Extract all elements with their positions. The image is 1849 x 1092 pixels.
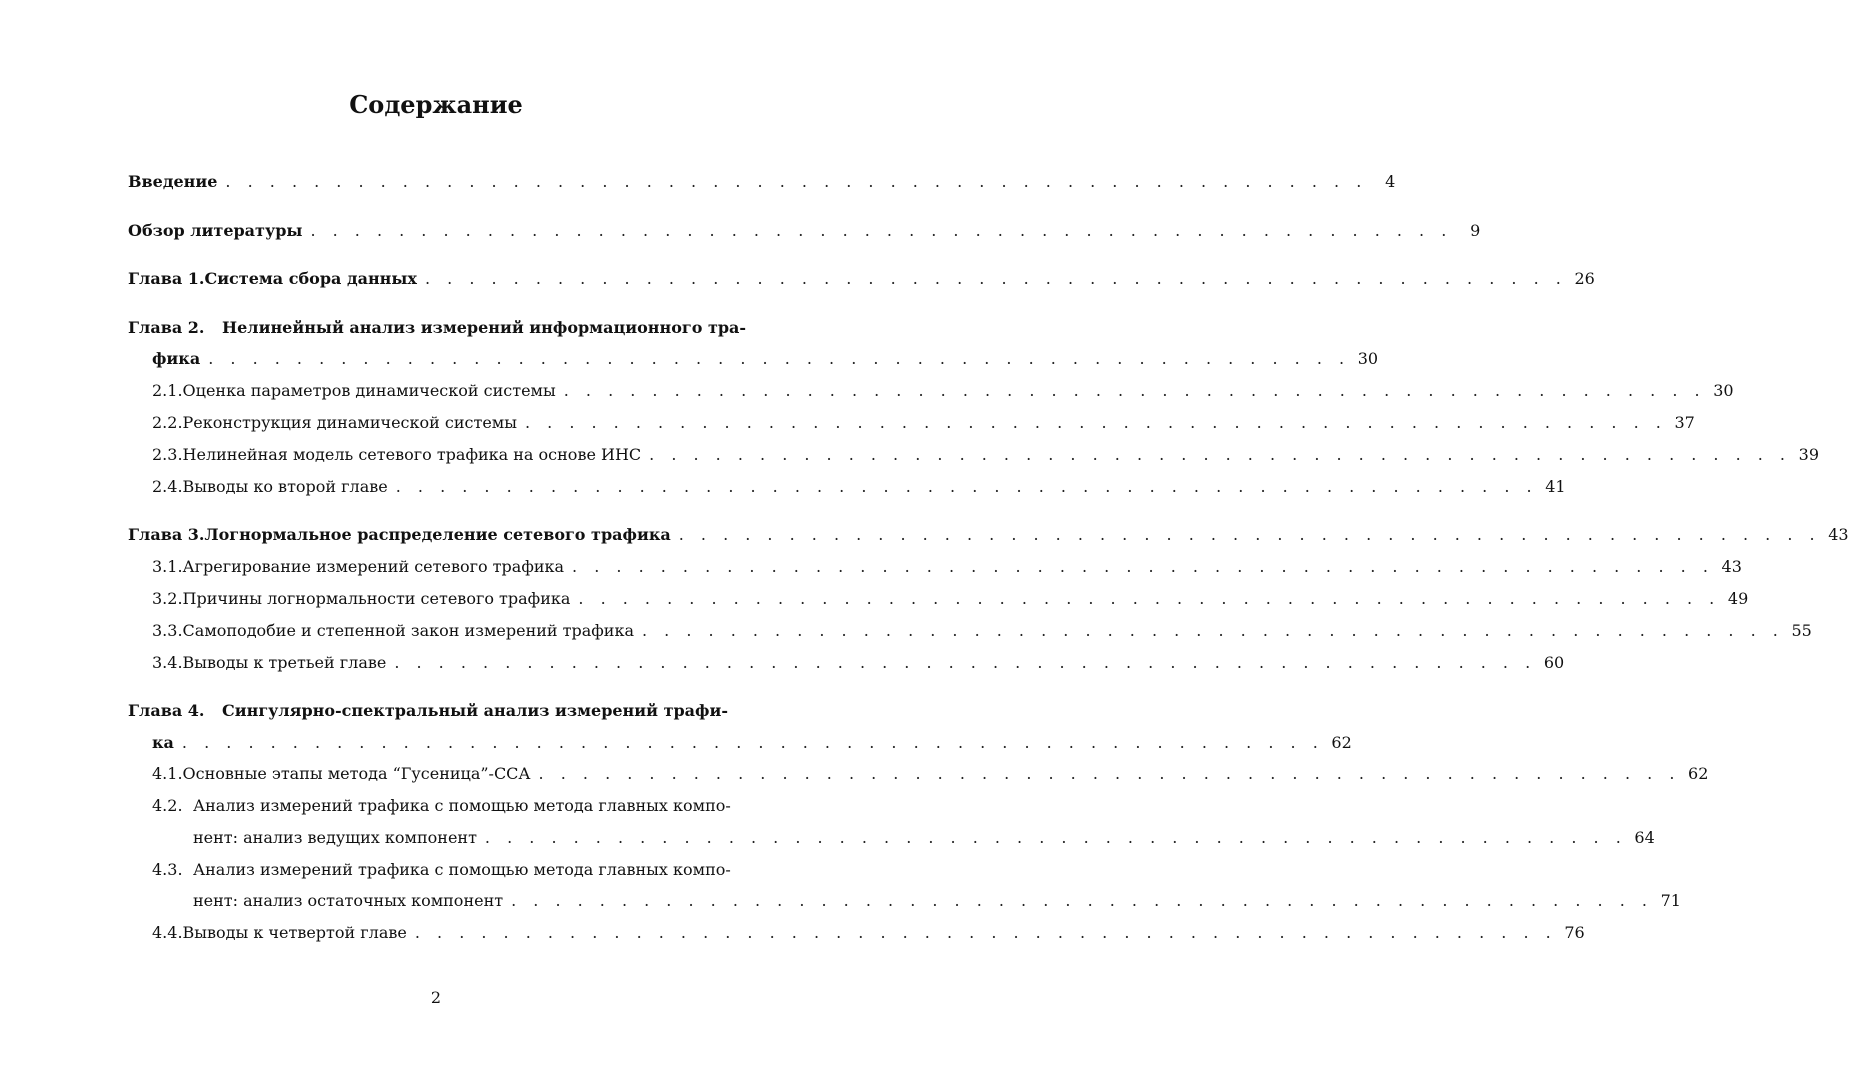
toc-page-number: 30: [1357, 349, 1379, 368]
toc-entry-introduction[interactable]: [128, 172, 1396, 192]
toc-page-number: 71: [1660, 891, 1681, 910]
section-title: Причины логнормальности сетевого трафика: [182, 589, 571, 608]
toc-page-number: 9: [1470, 221, 1481, 240]
toc-page-number: 64: [1634, 828, 1655, 847]
toc-section-3-2[interactable]: [152, 589, 1749, 609]
dot-leader: . . . . . . . . . . . . . . . . . . . . . . . . . . . . . . . . . . . . . . . . . . . . . . . . . . . .: [310, 221, 1453, 240]
section-number: 4.1.: [152, 764, 183, 783]
toc-section-4-2[interactable]: [152, 796, 731, 816]
dot-leader: . . . . . . . . . . . . . . . . . . . . . . . . . . . . . . . . . . . . . . . . . . . . . . . . . . . .: [414, 923, 1557, 942]
toc-section-4-3[interactable]: [152, 860, 731, 880]
section-title: Самоподобие и степенной закон измерений трафика: [182, 621, 634, 640]
section-number: 4.3.: [152, 860, 183, 879]
section-number: 3.2.: [152, 589, 183, 608]
section-title: Основные этапы метода “Гусеница”-ССА: [182, 764, 531, 783]
chapter-title-line2: ка: [152, 733, 174, 752]
chapter-title-line1: Сингулярно-спектральный анализ измерений трафи-: [222, 701, 728, 720]
dot-leader: . . . . . . . . . . . . . . . . . . . . . . . . . . . . . . . . . . . . . . . . . . . . . . . . . . . .: [208, 349, 1351, 368]
toc-section-2-3[interactable]: [152, 445, 1820, 465]
section-title-line2: нент: анализ ведущих компонент: [193, 828, 477, 847]
section-title-line1: Анализ измерений трафика с помощью метода главных компо-: [193, 860, 731, 879]
toc-section-3-1[interactable]: [152, 557, 1742, 577]
toc-page-number: 4: [1385, 172, 1396, 191]
page-title: Содержание: [349, 90, 523, 119]
toc-entry-literature-review[interactable]: [128, 221, 1481, 241]
toc-entry-label: Введение: [128, 172, 218, 191]
dot-leader: . . . . . . . . . . . . . . . . . . . . . . . . . . . . . . . . . . . . . . . . . . . . . . . . . . . .: [395, 477, 1538, 496]
dot-leader: . . . . . . . . . . . . . . . . . . . . . . . . . . . . . . . . . . . . . . . . . . . . . . . . . . . .: [649, 445, 1792, 464]
chapter-title: Система сбора данных: [204, 269, 417, 288]
dot-leader: . . . . . . . . . . . . . . . . . . . . . . . . . . . . . . . . . . . . . . . . . . . . . . . . . . . .: [511, 891, 1653, 910]
toc-page-number: 43: [1721, 557, 1742, 576]
section-title-line1: Анализ измерений трафика с помощью метода главных компо-: [193, 796, 731, 815]
toc-page-number: 55: [1791, 621, 1812, 640]
toc-page-number: 62: [1331, 733, 1352, 752]
section-title: Нелинейная модель сетевого трафика на основе ИНС: [182, 445, 642, 464]
toc-entry-chapter-2[interactable]: [128, 318, 746, 338]
toc-section-4-4[interactable]: [152, 923, 1585, 943]
chapter-label: Глава 3.: [128, 525, 205, 544]
dot-leader: . . . . . . . . . . . . . . . . . . . . . . . . . . . . . . . . . . . . . . . . . . . . . . . . . . . .: [563, 381, 1706, 400]
dot-leader: . . . . . . . . . . . . . . . . . . . . . . . . . . . . . . . . . . . . . . . . . . . . . . . . . . . .: [484, 828, 1627, 847]
section-number: 2.3.: [152, 445, 183, 464]
dot-leader: . . . . . . . . . . . . . . . . . . . . . . . . . . . . . . . . . . . . . . . . . . . . . . . . . . . .: [538, 764, 1681, 783]
page-number: 2: [430, 988, 442, 1007]
section-number: 4.4.: [152, 923, 183, 942]
toc-section-4-3-cont[interactable]: [193, 891, 1681, 911]
toc-page-number: 39: [1798, 445, 1820, 464]
toc-section-3-4[interactable]: [152, 653, 1565, 673]
section-number: 2.2.: [152, 413, 183, 432]
section-number: 2.4.: [152, 477, 183, 496]
section-title: Оценка параметров динамической системы: [182, 381, 556, 400]
section-title: Выводы ко второй главе: [182, 477, 388, 496]
dot-leader: . . . . . . . . . . . . . . . . . . . . . . . . . . . . . . . . . . . . . . . . . . . . . . . . . . . .: [524, 413, 1667, 432]
toc-section-3-3[interactable]: [152, 621, 1812, 641]
chapter-title: Логнормальное распределение сетевого трафика: [204, 525, 671, 544]
section-title: Агрегирование измерений сетевого трафика: [182, 557, 565, 576]
section-number: 3.3.: [152, 621, 183, 640]
dot-leader: . . . . . . . . . . . . . . . . . . . . . . . . . . . . . . . . . . . . . . . . . . . . . . . . . . . .: [642, 621, 1784, 640]
dot-leader: . . . . . . . . . . . . . . . . . . . . . . . . . . . . . . . . . . . . . . . . . . . . . . . . . . . .: [424, 269, 1567, 288]
section-number: 3.4.: [152, 653, 183, 672]
toc-section-2-1[interactable]: [152, 381, 1734, 401]
toc-entry-label: Обзор литературы: [128, 221, 303, 240]
chapter-title-line2: фика: [152, 349, 201, 368]
section-title: Реконструкция динамической системы: [182, 413, 517, 432]
toc-page-number: 30: [1713, 381, 1734, 400]
dot-leader: . . . . . . . . . . . . . . . . . . . . . . . . . . . . . . . . . . . . . . . . . . . . . . . . . . . .: [394, 653, 1537, 672]
toc-section-4-2-cont[interactable]: [193, 828, 1655, 848]
chapter-label: Глава 4.: [128, 701, 205, 720]
toc-page-number: 26: [1574, 269, 1595, 288]
toc-page-number: 41: [1545, 477, 1566, 496]
toc-page-number: 37: [1674, 413, 1695, 432]
toc-page-number: 49: [1727, 589, 1749, 608]
toc-section-4-1[interactable]: [152, 764, 1709, 784]
dot-leader: . . . . . . . . . . . . . . . . . . . . . . . . . . . . . . . . . . . . . . . . . . . . . . . . . . . .: [678, 525, 1821, 544]
dot-leader: . . . . . . . . . . . . . . . . . . . . . . . . . . . . . . . . . . . . . . . . . . . . . . . . . . . .: [578, 589, 1721, 608]
toc-page-number: 43: [1828, 525, 1849, 544]
dot-leader: . . . . . . . . . . . . . . . . . . . . . . . . . . . . . . . . . . . . . . . . . . . . . . . . . . . .: [572, 557, 1714, 576]
toc-page-number: 60: [1543, 653, 1565, 672]
section-title: Выводы к четвертой главе: [182, 923, 407, 942]
section-title-line2: нент: анализ остаточных компонент: [193, 891, 504, 910]
chapter-label: Глава 1.: [128, 269, 205, 288]
toc-page-number: 62: [1688, 764, 1709, 783]
toc-entry-chapter-4-cont[interactable]: [152, 733, 1352, 753]
dot-leader: . . . . . . . . . . . . . . . . . . . . . . . . . . . . . . . . . . . . . . . . . . . . . . . . . . . .: [181, 733, 1324, 752]
toc-section-2-4[interactable]: [152, 477, 1566, 497]
section-number: 3.1.: [152, 557, 183, 576]
toc-page-number: 76: [1564, 923, 1585, 942]
dot-leader: . . . . . . . . . . . . . . . . . . . . . . . . . . . . . . . . . . . . . . . . . . . . . . . . . . . .: [225, 172, 1368, 191]
section-number: 4.2.: [152, 796, 183, 815]
toc-entry-chapter-4[interactable]: [128, 701, 728, 721]
section-number: 2.1.: [152, 381, 183, 400]
section-title: Выводы к третьей главе: [182, 653, 387, 672]
toc-entry-chapter-1[interactable]: [128, 269, 1595, 289]
chapter-label: Глава 2.: [128, 318, 205, 337]
chapter-title-line1: Нелинейный анализ измерений информационного тра-: [222, 318, 747, 337]
toc-entry-chapter-3[interactable]: [128, 525, 1849, 545]
toc-section-2-2[interactable]: [152, 413, 1695, 433]
toc-entry-chapter-2-cont[interactable]: [152, 349, 1379, 369]
